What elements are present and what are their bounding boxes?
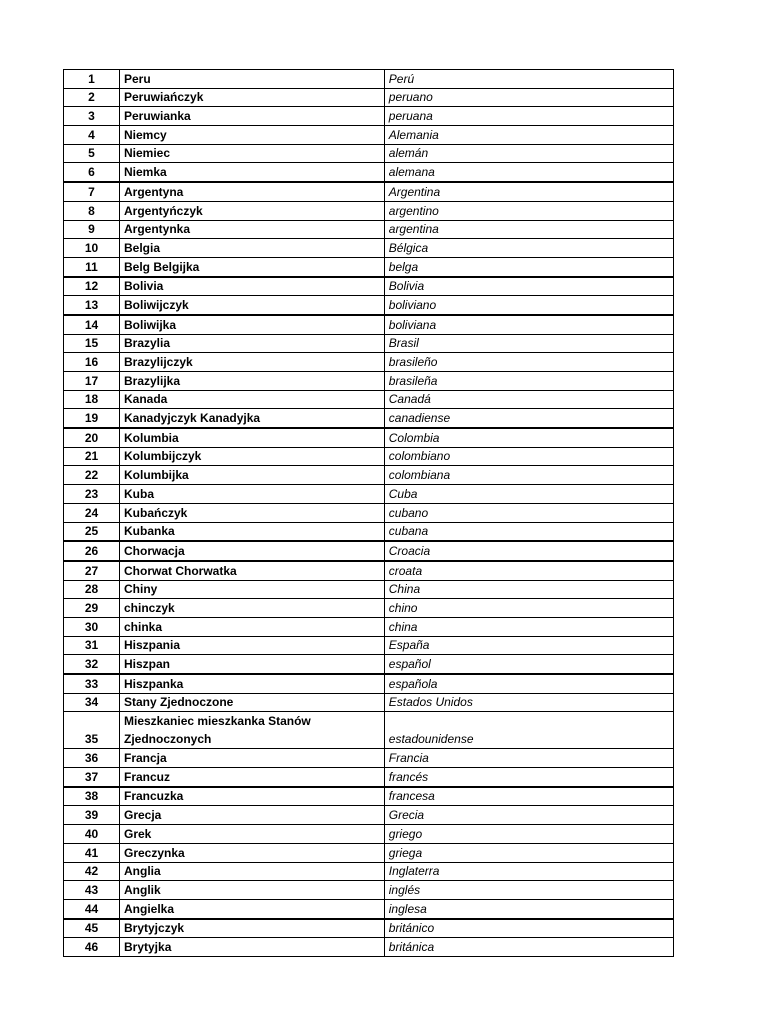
table-body	[64, 70, 674, 957]
table-row	[64, 655, 674, 674]
spanish-term-cell: peruana	[384, 107, 673, 126]
spanish-term-cell: chino	[384, 599, 673, 618]
table-row	[64, 277, 674, 296]
row-number-cell: 31	[64, 636, 120, 655]
spanish-term-cell: francés	[384, 768, 673, 787]
spanish-term-cell: Colombia	[384, 428, 673, 447]
row-number-cell: 44	[64, 899, 120, 918]
table-row	[64, 522, 674, 541]
row-number-cell: 37	[64, 768, 120, 787]
spanish-term-cell: España	[384, 636, 673, 655]
spanish-term-cell: croata	[384, 561, 673, 580]
polish-term-cell: Boliwijka	[120, 315, 385, 334]
row-number-cell: 39	[64, 806, 120, 825]
row-number-cell: 23	[64, 485, 120, 504]
spanish-term-cell: española	[384, 674, 673, 693]
polish-term-cell: Hiszpan	[120, 655, 385, 674]
polish-term-cell: Belg Belgijka	[120, 257, 385, 276]
table-row	[64, 617, 674, 636]
row-number-cell: 35	[64, 712, 120, 749]
spanish-term-cell: cubano	[384, 503, 673, 522]
polish-term-cell: Argentyńczyk	[120, 201, 385, 220]
table-row	[64, 674, 674, 693]
spanish-term-cell: Francia	[384, 749, 673, 768]
table-row	[64, 919, 674, 938]
row-number-cell: 10	[64, 239, 120, 258]
spanish-term-cell: Perú	[384, 70, 673, 89]
table-row	[64, 599, 674, 618]
row-number-cell: 42	[64, 862, 120, 881]
row-number-cell: 13	[64, 296, 120, 315]
table-row	[64, 787, 674, 806]
table-row	[64, 485, 674, 504]
polish-term-cell: chinczyk	[120, 599, 385, 618]
vocabulary-table	[63, 69, 674, 957]
table-row	[64, 466, 674, 485]
polish-term-cell: Kolumbia	[120, 428, 385, 447]
polish-term-cell: Chiny	[120, 580, 385, 599]
row-number-cell: 43	[64, 881, 120, 900]
row-number-cell: 28	[64, 580, 120, 599]
polish-term-cell: Kubańczyk	[120, 503, 385, 522]
spanish-term-cell: Croacia	[384, 541, 673, 561]
table-row	[64, 409, 674, 428]
row-number-cell: 46	[64, 938, 120, 957]
spanish-term-cell: Cuba	[384, 485, 673, 504]
table-row	[64, 428, 674, 447]
row-number-cell: 7	[64, 182, 120, 201]
table-row	[64, 938, 674, 957]
polish-term-cell: Francuz	[120, 768, 385, 787]
row-number-cell: 26	[64, 541, 120, 561]
table-row	[64, 580, 674, 599]
spanish-term-cell: griego	[384, 825, 673, 844]
row-number-cell: 19	[64, 409, 120, 428]
row-number-cell: 16	[64, 353, 120, 372]
row-number-cell: 18	[64, 390, 120, 409]
row-number-cell: 1	[64, 70, 120, 89]
table-row	[64, 88, 674, 107]
table-row	[64, 693, 674, 712]
polish-term-cell: Brytyjka	[120, 938, 385, 957]
polish-term-cell: Anglia	[120, 862, 385, 881]
spanish-term-cell: Grecia	[384, 806, 673, 825]
row-number-cell: 34	[64, 693, 120, 712]
polish-term-cell: Grecja	[120, 806, 385, 825]
spanish-term-cell: estadounidense	[384, 712, 673, 749]
row-number-cell: 33	[64, 674, 120, 693]
table-row	[64, 881, 674, 900]
table-row	[64, 503, 674, 522]
polish-term-cell: Anglik	[120, 881, 385, 900]
polish-term-cell: Brazylijczyk	[120, 353, 385, 372]
polish-term-cell: Francja	[120, 749, 385, 768]
spanish-term-cell: Bolivia	[384, 277, 673, 296]
polish-term-cell: Kuba	[120, 485, 385, 504]
table-row	[64, 220, 674, 239]
row-number-cell: 9	[64, 220, 120, 239]
polish-term-cell: Belgia	[120, 239, 385, 258]
polish-term-cell: Brazylijka	[120, 372, 385, 391]
table-row	[64, 541, 674, 561]
table-row	[64, 862, 674, 881]
polish-term-cell: Chorwat Chorwatka	[120, 561, 385, 580]
polish-term-cell: Brazylia	[120, 334, 385, 353]
spanish-term-cell: español	[384, 655, 673, 674]
polish-term-cell: Chorwacja	[120, 541, 385, 561]
spanish-term-cell: inglesa	[384, 899, 673, 918]
row-number-cell: 40	[64, 825, 120, 844]
polish-term-cell: Niemka	[120, 163, 385, 182]
polish-term-cell: Kubanka	[120, 522, 385, 541]
row-number-cell: 3	[64, 107, 120, 126]
polish-term-cell: Mieszkaniec mieszkanka Stanów Zjednoczonych	[120, 712, 385, 749]
polish-term-cell: Boliwijczyk	[120, 296, 385, 315]
row-number-cell: 29	[64, 599, 120, 618]
polish-term-cell: Niemiec	[120, 144, 385, 163]
table-row	[64, 390, 674, 409]
row-number-cell: 25	[64, 522, 120, 541]
row-number-cell: 45	[64, 919, 120, 938]
row-number-cell: 41	[64, 843, 120, 862]
table-row	[64, 636, 674, 655]
polish-term-cell: Angielka	[120, 899, 385, 918]
polish-term-cell: Brytyjczyk	[120, 919, 385, 938]
spanish-term-cell: Bélgica	[384, 239, 673, 258]
row-number-cell: 4	[64, 126, 120, 145]
spanish-term-cell: China	[384, 580, 673, 599]
polish-term-cell: Peruwiańczyk	[120, 88, 385, 107]
spanish-term-cell: colombiana	[384, 466, 673, 485]
row-number-cell: 38	[64, 787, 120, 806]
row-number-cell: 5	[64, 144, 120, 163]
row-number-cell: 36	[64, 749, 120, 768]
table-row	[64, 107, 674, 126]
row-number-cell: 22	[64, 466, 120, 485]
table-row	[64, 296, 674, 315]
table-row	[64, 182, 674, 201]
polish-term-cell: Grek	[120, 825, 385, 844]
table-row	[64, 372, 674, 391]
polish-term-cell: Peru	[120, 70, 385, 89]
spanish-term-cell: Canadá	[384, 390, 673, 409]
row-number-cell: 32	[64, 655, 120, 674]
polish-term-cell: Niemcy	[120, 126, 385, 145]
spanish-term-cell: británico	[384, 919, 673, 938]
spanish-term-cell: belga	[384, 257, 673, 276]
polish-term-cell: Kanada	[120, 390, 385, 409]
spanish-term-cell: argentino	[384, 201, 673, 220]
polish-term-cell: Francuzka	[120, 787, 385, 806]
row-number-cell: 12	[64, 277, 120, 296]
spanish-term-cell: boliviana	[384, 315, 673, 334]
row-number-cell: 8	[64, 201, 120, 220]
row-number-cell: 11	[64, 257, 120, 276]
row-number-cell: 6	[64, 163, 120, 182]
table-row	[64, 447, 674, 466]
polish-term-cell: Argentynka	[120, 220, 385, 239]
table-row	[64, 353, 674, 372]
spanish-term-cell: británica	[384, 938, 673, 957]
row-number-cell: 2	[64, 88, 120, 107]
table-row	[64, 843, 674, 862]
row-number-cell: 17	[64, 372, 120, 391]
row-number-cell: 21	[64, 447, 120, 466]
spanish-term-cell: Argentina	[384, 182, 673, 201]
spanish-term-cell: alemán	[384, 144, 673, 163]
spanish-term-cell: Alemania	[384, 126, 673, 145]
table-row	[64, 144, 674, 163]
table-row	[64, 825, 674, 844]
spanish-term-cell: argentina	[384, 220, 673, 239]
polish-term-cell: Bolivia	[120, 277, 385, 296]
table-row	[64, 163, 674, 182]
polish-term-cell: Kanadyjczyk Kanadyjka	[120, 409, 385, 428]
spanish-term-cell: brasileña	[384, 372, 673, 391]
row-number-cell: 30	[64, 617, 120, 636]
spanish-term-cell: francesa	[384, 787, 673, 806]
table-row	[64, 201, 674, 220]
spanish-term-cell: Estados Unidos	[384, 693, 673, 712]
table-row	[64, 126, 674, 145]
polish-term-cell: Kolumbijczyk	[120, 447, 385, 466]
polish-term-cell: Argentyna	[120, 182, 385, 201]
polish-term-cell: Stany Zjednoczone	[120, 693, 385, 712]
table-row	[64, 239, 674, 258]
row-number-cell: 20	[64, 428, 120, 447]
spanish-term-cell: cubana	[384, 522, 673, 541]
spanish-term-cell: china	[384, 617, 673, 636]
row-number-cell: 15	[64, 334, 120, 353]
spanish-term-cell: Inglaterra	[384, 862, 673, 881]
table-row	[64, 899, 674, 918]
spanish-term-cell: inglés	[384, 881, 673, 900]
table-row	[64, 70, 674, 89]
polish-term-cell: Greczynka	[120, 843, 385, 862]
table-row	[64, 315, 674, 334]
row-number-cell: 27	[64, 561, 120, 580]
spanish-term-cell: colombiano	[384, 447, 673, 466]
spanish-term-cell: griega	[384, 843, 673, 862]
spanish-term-cell: boliviano	[384, 296, 673, 315]
polish-term-cell: Hiszpanka	[120, 674, 385, 693]
spanish-term-cell: alemana	[384, 163, 673, 182]
row-number-cell: 24	[64, 503, 120, 522]
spanish-term-cell: Brasil	[384, 334, 673, 353]
polish-term-cell: chinka	[120, 617, 385, 636]
table-row	[64, 749, 674, 768]
spanish-term-cell: canadiense	[384, 409, 673, 428]
row-number-cell: 14	[64, 315, 120, 334]
table-row	[64, 712, 674, 749]
table-row	[64, 257, 674, 276]
table-row	[64, 806, 674, 825]
table-row	[64, 561, 674, 580]
spanish-term-cell: peruano	[384, 88, 673, 107]
spanish-term-cell: brasileño	[384, 353, 673, 372]
table-row	[64, 768, 674, 787]
polish-term-cell: Peruwianka	[120, 107, 385, 126]
polish-term-cell: Hiszpania	[120, 636, 385, 655]
polish-term-cell: Kolumbijka	[120, 466, 385, 485]
table-row	[64, 334, 674, 353]
